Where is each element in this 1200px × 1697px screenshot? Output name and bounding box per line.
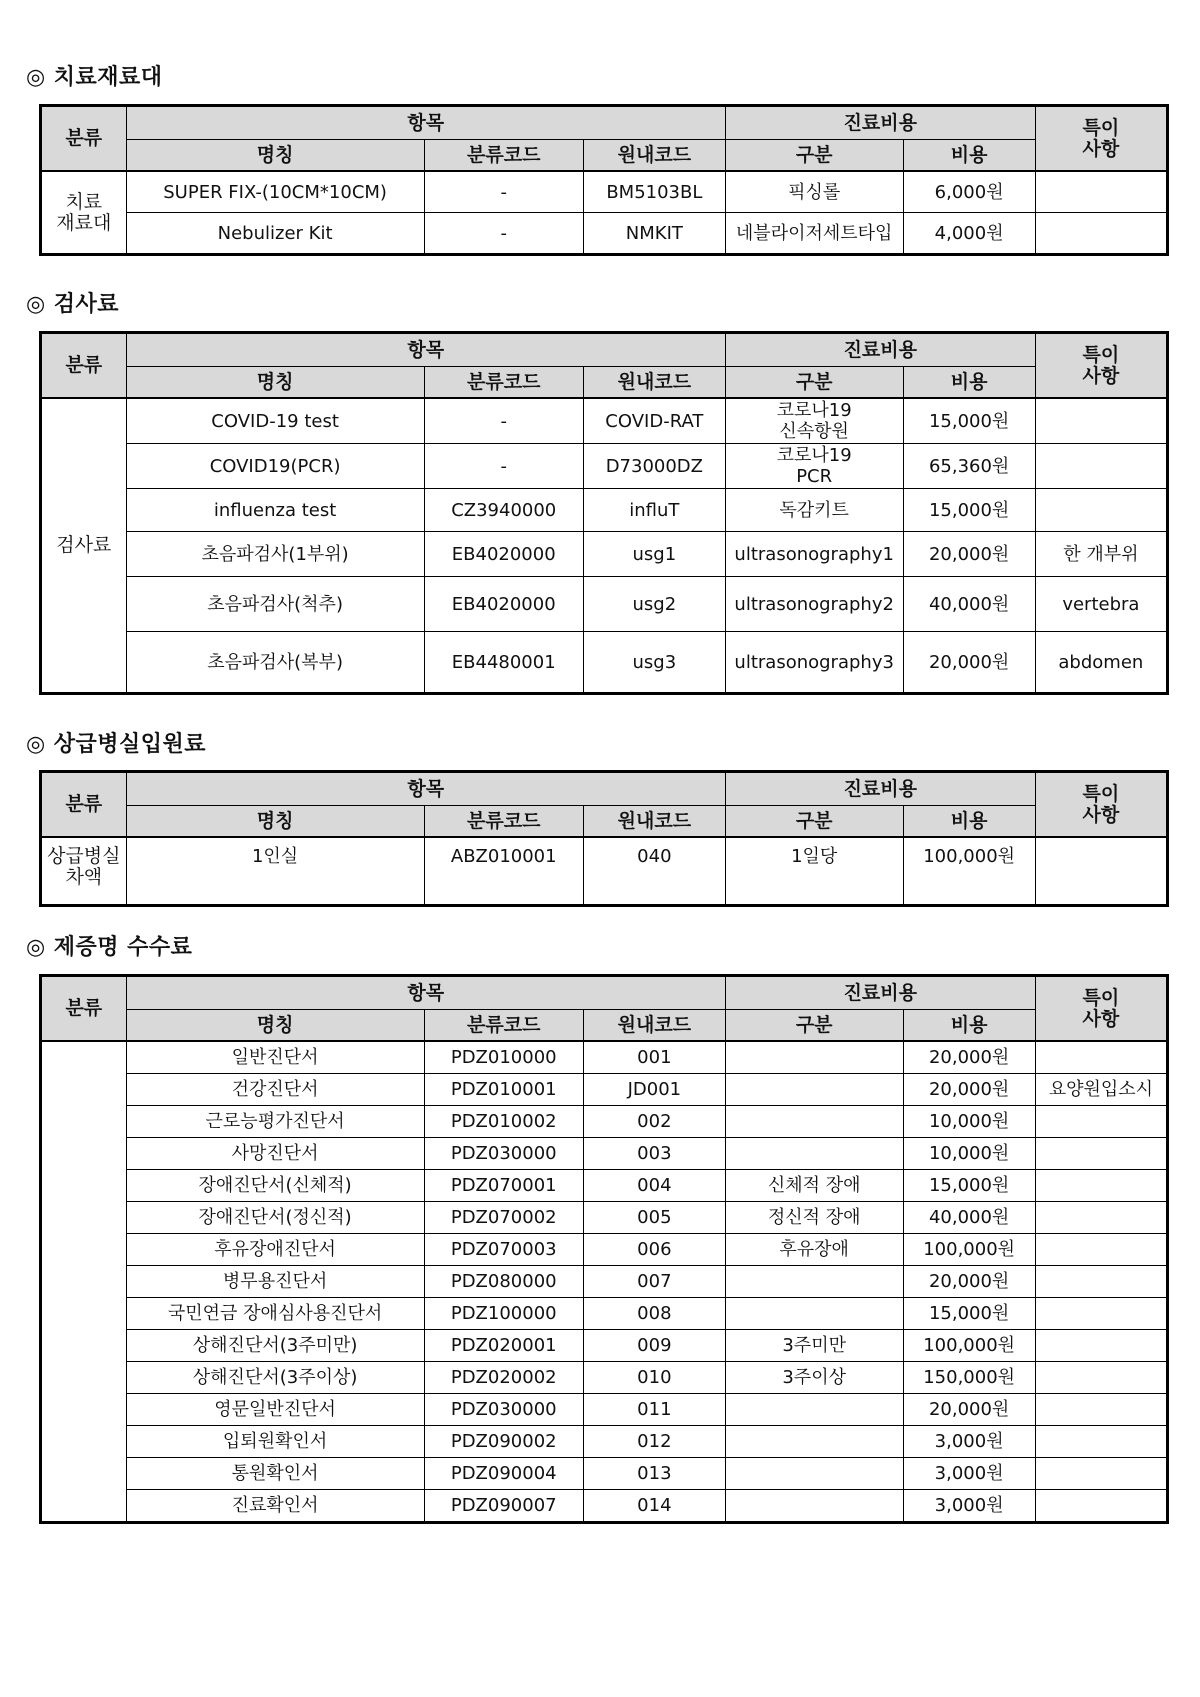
cell-internal-code: JD001 <box>583 1074 725 1106</box>
cell-note <box>1035 213 1167 255</box>
header-name: 명칭 <box>126 140 424 172</box>
header-category: 분류 <box>41 976 127 1042</box>
cell-internal-code: influT <box>583 489 725 532</box>
header-category: 분류 <box>41 106 127 172</box>
cell-type <box>725 1041 903 1074</box>
header-name: 명칭 <box>126 1010 424 1042</box>
cell-type <box>725 1266 903 1298</box>
cell-price: 3,000원 <box>903 1490 1035 1523</box>
header-price: 비용 <box>903 367 1035 399</box>
header-price: 비용 <box>903 806 1035 838</box>
cell-name: 병무용진단서 <box>126 1266 424 1298</box>
cell-internal-code: 009 <box>583 1330 725 1362</box>
cell-type <box>725 1138 903 1170</box>
header-name: 명칭 <box>126 367 424 399</box>
cell-price: 15,000원 <box>903 489 1035 532</box>
table-row <box>41 1074 1168 1106</box>
cell-name: 국민연금 장애심사용진단서 <box>126 1298 424 1330</box>
cell-note <box>1035 1202 1167 1234</box>
cell-note <box>1035 1490 1167 1523</box>
table-row <box>41 1170 1168 1202</box>
cell-internal-code: 010 <box>583 1362 725 1394</box>
cell-note <box>1035 398 1167 444</box>
cell-name: SUPER FIX-(10CM*10CM) <box>126 171 424 213</box>
cell-price: 100,000원 <box>903 837 1035 906</box>
category-cell: 상급병실 차액 <box>41 837 127 906</box>
header-note: 특이 사항 <box>1035 772 1167 838</box>
cell-type <box>725 1458 903 1490</box>
header-class-code: 분류코드 <box>424 1010 583 1042</box>
cell-internal-code: 011 <box>583 1394 725 1426</box>
cell-class-code: - <box>424 171 583 213</box>
cell-type: 1일당 <box>725 837 903 906</box>
cell-name: COVID19(PCR) <box>126 444 424 489</box>
cell-type: 3주미만 <box>725 1330 903 1362</box>
cell-internal-code: usg1 <box>583 532 725 577</box>
cell-internal-code: 001 <box>583 1041 725 1074</box>
table-row <box>41 1330 1168 1362</box>
header-internal-code: 원내코드 <box>583 367 725 399</box>
cell-note <box>1035 1266 1167 1298</box>
header-internal-code: 원내코드 <box>583 140 725 172</box>
cell-name: 영문일반진단서 <box>126 1394 424 1426</box>
table-row <box>41 1298 1168 1330</box>
cell-price: 65,360원 <box>903 444 1035 489</box>
cell-note <box>1035 1298 1167 1330</box>
table-row <box>41 489 1168 532</box>
category-cell: 검사료 <box>41 398 127 694</box>
table-row <box>41 1458 1168 1490</box>
cell-note <box>1035 1426 1167 1458</box>
header-cost: 진료비용 <box>725 333 1035 367</box>
cell-name: 상해진단서(3주이상) <box>126 1362 424 1394</box>
cell-price: 100,000원 <box>903 1234 1035 1266</box>
table-row <box>41 1490 1168 1523</box>
cell-name: 진료확인서 <box>126 1490 424 1523</box>
cell-note <box>1035 444 1167 489</box>
table-row <box>41 632 1168 694</box>
cell-price: 10,000원 <box>903 1138 1035 1170</box>
cell-internal-code: 006 <box>583 1234 725 1266</box>
cell-note: abdomen <box>1035 632 1167 694</box>
cell-class-code: EB4480001 <box>424 632 583 694</box>
cell-name: 장애진단서(정신적) <box>126 1202 424 1234</box>
cell-type: 픽싱롤 <box>725 171 903 213</box>
cell-note <box>1035 1458 1167 1490</box>
cell-price: 10,000원 <box>903 1106 1035 1138</box>
table-row <box>41 1234 1168 1266</box>
cell-class-code: PDZ070003 <box>424 1234 583 1266</box>
cell-class-code: PDZ090007 <box>424 1490 583 1523</box>
section-title-certs: ◎ 제증명 수수료 <box>26 935 193 960</box>
cell-class-code: PDZ090002 <box>424 1426 583 1458</box>
cell-price: 20,000원 <box>903 1266 1035 1298</box>
header-internal-code: 원내코드 <box>583 806 725 838</box>
cell-type <box>725 1426 903 1458</box>
materials-table <box>39 104 1169 256</box>
cell-note <box>1035 1138 1167 1170</box>
tests-table <box>39 331 1169 695</box>
cell-name: 일반진단서 <box>126 1041 424 1074</box>
cell-internal-code: 003 <box>583 1138 725 1170</box>
header-type: 구분 <box>725 140 903 172</box>
cell-price: 100,000원 <box>903 1330 1035 1362</box>
cell-class-code: EB4020000 <box>424 577 583 632</box>
cell-class-code: PDZ030000 <box>424 1138 583 1170</box>
cell-price: 3,000원 <box>903 1426 1035 1458</box>
cell-price: 40,000원 <box>903 1202 1035 1234</box>
cell-price: 15,000원 <box>903 1170 1035 1202</box>
room-table <box>39 770 1169 907</box>
cell-name: 초음파검사(척추) <box>126 577 424 632</box>
cell-name: 건강진단서 <box>126 1074 424 1106</box>
category-cell <box>41 1041 127 1523</box>
cell-class-code: PDZ100000 <box>424 1298 583 1330</box>
header-category: 분류 <box>41 772 127 838</box>
cell-type: 정신적 장애 <box>725 1202 903 1234</box>
cell-internal-code: 040 <box>583 837 725 906</box>
cell-class-code: PDZ010001 <box>424 1074 583 1106</box>
cell-type: ultrasonography2 <box>725 577 903 632</box>
header-note: 특이 사항 <box>1035 106 1167 172</box>
cell-type <box>725 1298 903 1330</box>
cell-price: 20,000원 <box>903 1041 1035 1074</box>
cell-internal-code: 004 <box>583 1170 725 1202</box>
cell-type: 후유장애 <box>725 1234 903 1266</box>
cell-type: 신체적 장애 <box>725 1170 903 1202</box>
header-note: 특이 사항 <box>1035 333 1167 399</box>
cell-type: 독감키트 <box>725 489 903 532</box>
cell-class-code: PDZ020001 <box>424 1330 583 1362</box>
cell-price: 150,000원 <box>903 1362 1035 1394</box>
cell-class-code: PDZ080000 <box>424 1266 583 1298</box>
cell-note <box>1035 837 1167 906</box>
cell-name: COVID-19 test <box>126 398 424 444</box>
cell-class-code: - <box>424 213 583 255</box>
cell-class-code: PDZ010002 <box>424 1106 583 1138</box>
certs-table <box>39 974 1169 1524</box>
cell-type <box>725 1394 903 1426</box>
table-row <box>41 171 1168 213</box>
header-price: 비용 <box>903 140 1035 172</box>
cell-class-code: - <box>424 398 583 444</box>
cell-note: 한 개부위 <box>1035 532 1167 577</box>
cell-type: 코로나19 PCR <box>725 444 903 489</box>
section-title-materials: ◎ 치료재료대 <box>26 65 163 90</box>
cell-price: 20,000원 <box>903 632 1035 694</box>
cell-name: 초음파검사(1부위) <box>126 532 424 577</box>
header-type: 구분 <box>725 806 903 838</box>
cell-name: 입퇴원확인서 <box>126 1426 424 1458</box>
cell-type: 코로나19 신속항원 <box>725 398 903 444</box>
cell-price: 15,000원 <box>903 1298 1035 1330</box>
cell-type: ultrasonography3 <box>725 632 903 694</box>
cell-class-code: CZ3940000 <box>424 489 583 532</box>
cell-internal-code: D73000DZ <box>583 444 725 489</box>
cell-class-code: PDZ020002 <box>424 1362 583 1394</box>
cell-price: 4,000원 <box>903 213 1035 255</box>
cell-name: 통원확인서 <box>126 1458 424 1490</box>
table-row <box>41 532 1168 577</box>
cell-price: 20,000원 <box>903 1394 1035 1426</box>
header-type: 구분 <box>725 1010 903 1042</box>
cell-note: vertebra <box>1035 577 1167 632</box>
cell-name: Nebulizer Kit <box>126 213 424 255</box>
cell-name: 근로능평가진단서 <box>126 1106 424 1138</box>
cell-note <box>1035 1106 1167 1138</box>
cell-name: 1인실 <box>126 837 424 906</box>
cell-class-code: PDZ030000 <box>424 1394 583 1426</box>
header-item: 항목 <box>126 106 725 140</box>
cell-name: influenza test <box>126 489 424 532</box>
table-row <box>41 1394 1168 1426</box>
header-item: 항목 <box>126 333 725 367</box>
cell-name: 사망진단서 <box>126 1138 424 1170</box>
table-row <box>41 837 1168 906</box>
cell-note <box>1035 1330 1167 1362</box>
cell-internal-code: COVID-RAT <box>583 398 725 444</box>
cell-note <box>1035 1041 1167 1074</box>
table-row <box>41 444 1168 489</box>
cell-note <box>1035 489 1167 532</box>
section-title-room: ◎ 상급병실입원료 <box>26 732 206 757</box>
cell-class-code: PDZ090004 <box>424 1458 583 1490</box>
header-internal-code: 원내코드 <box>583 1010 725 1042</box>
cell-internal-code: 012 <box>583 1426 725 1458</box>
cell-price: 20,000원 <box>903 532 1035 577</box>
cell-internal-code: usg3 <box>583 632 725 694</box>
cell-class-code: PDZ070002 <box>424 1202 583 1234</box>
cell-type: 네블라이저세트타입 <box>725 213 903 255</box>
header-category: 분류 <box>41 333 127 399</box>
table-row <box>41 1426 1168 1458</box>
header-cost: 진료비용 <box>725 106 1035 140</box>
cell-name: 후유장애진단서 <box>126 1234 424 1266</box>
cell-internal-code: 013 <box>583 1458 725 1490</box>
cell-internal-code: NMKIT <box>583 213 725 255</box>
header-cost: 진료비용 <box>725 976 1035 1010</box>
cell-class-code: - <box>424 444 583 489</box>
cell-type <box>725 1074 903 1106</box>
header-class-code: 분류코드 <box>424 367 583 399</box>
header-class-code: 분류코드 <box>424 140 583 172</box>
cell-note: 요양원입소시 <box>1035 1074 1167 1106</box>
table-row <box>41 398 1168 444</box>
cell-class-code: PDZ070001 <box>424 1170 583 1202</box>
header-price: 비용 <box>903 1010 1035 1042</box>
cell-price: 15,000원 <box>903 398 1035 444</box>
cell-internal-code: 008 <box>583 1298 725 1330</box>
cell-type <box>725 1490 903 1523</box>
header-item: 항목 <box>126 976 725 1010</box>
cell-name: 초음파검사(복부) <box>126 632 424 694</box>
cell-note <box>1035 1362 1167 1394</box>
table-row <box>41 213 1168 255</box>
cell-note <box>1035 1170 1167 1202</box>
header-name: 명칭 <box>126 806 424 838</box>
cell-note <box>1035 1234 1167 1266</box>
cell-internal-code: 002 <box>583 1106 725 1138</box>
cell-class-code: EB4020000 <box>424 532 583 577</box>
cell-internal-code: BM5103BL <box>583 171 725 213</box>
cell-name: 장애진단서(신체적) <box>126 1170 424 1202</box>
cell-type: 3주이상 <box>725 1362 903 1394</box>
table-row <box>41 1202 1168 1234</box>
cell-price: 6,000원 <box>903 171 1035 213</box>
cell-type: ultrasonography1 <box>725 532 903 577</box>
header-type: 구분 <box>725 367 903 399</box>
cell-class-code: ABZ010001 <box>424 837 583 906</box>
header-item: 항목 <box>126 772 725 806</box>
cell-price: 40,000원 <box>903 577 1035 632</box>
cell-internal-code: 014 <box>583 1490 725 1523</box>
cell-note <box>1035 1394 1167 1426</box>
cell-price: 3,000원 <box>903 1458 1035 1490</box>
section-title-tests: ◎ 검사료 <box>26 292 119 317</box>
cell-internal-code: 005 <box>583 1202 725 1234</box>
category-cell: 치료 재료대 <box>41 171 127 255</box>
cell-name: 상해진단서(3주미만) <box>126 1330 424 1362</box>
table-row <box>41 1041 1168 1074</box>
header-note: 특이 사항 <box>1035 976 1167 1042</box>
table-row <box>41 1362 1168 1394</box>
table-row <box>41 1266 1168 1298</box>
table-row <box>41 1106 1168 1138</box>
cell-note <box>1035 171 1167 213</box>
header-class-code: 분류코드 <box>424 806 583 838</box>
cell-internal-code: 007 <box>583 1266 725 1298</box>
cell-class-code: PDZ010000 <box>424 1041 583 1074</box>
cell-price: 20,000원 <box>903 1074 1035 1106</box>
cell-type <box>725 1106 903 1138</box>
table-row <box>41 577 1168 632</box>
cell-internal-code: usg2 <box>583 577 725 632</box>
table-row <box>41 1138 1168 1170</box>
header-cost: 진료비용 <box>725 772 1035 806</box>
